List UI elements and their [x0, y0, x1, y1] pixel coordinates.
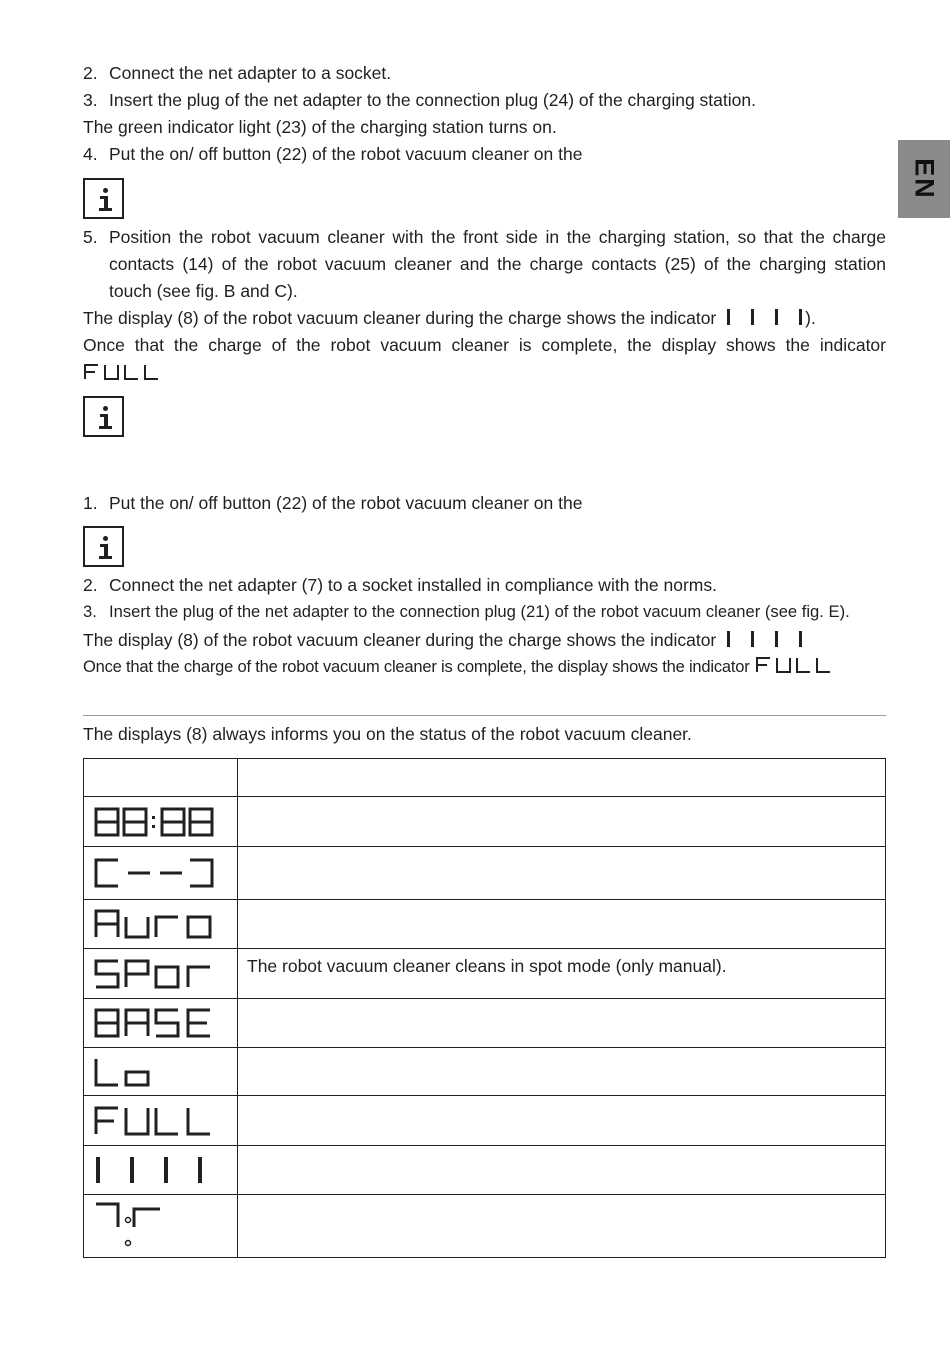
- alt-step-3: 3. Insert the plug of the net adapter to the connection plug (21) of the robot vacuum cleaner (see fig. E).: [83, 602, 850, 621]
- table-row: [84, 847, 886, 900]
- symbol-base: [84, 999, 238, 1048]
- symbol-full: [84, 1096, 238, 1146]
- charge-complete-text: Once that the charge of the robot vacuum cleaner is complete, the display shows the indicator: [83, 335, 886, 355]
- charge-bars-icon: [725, 308, 805, 326]
- table-row: [84, 1195, 886, 1258]
- alt-step-2: 2. Connect the net adapter (7) to a socket installed in compliance with the norms.: [83, 575, 717, 595]
- bracket-dashes-icon: [94, 858, 218, 888]
- step-3: 3. Insert the plug of the net adapter to the connection plug (24) of the charging station.: [83, 90, 756, 110]
- step-2: 2. Connect the net adapter to a socket.: [83, 63, 392, 83]
- alt-charge-indicator-text: The display (8) of the robot vacuum cleaner during the charge shows the indicator: [83, 629, 805, 651]
- alt-charge-complete-text: Once that the charge of the robot vacuum cleaner is complete, the display shows the indicator: [83, 656, 834, 678]
- step-5-line-2: contacts (14) of the robot vacuum cleaner and the charge contacts (25) of the charging station: [109, 254, 886, 274]
- table-header-row: [84, 759, 886, 797]
- symbol-auto: [84, 900, 238, 949]
- full-indicator-icon: [756, 657, 834, 673]
- base-icon: [94, 1008, 218, 1038]
- digits-88-88-icon: [94, 807, 218, 837]
- step-4: 4. Put the on/ off button (22) of the robot vacuum cleaner on the: [83, 144, 583, 164]
- display-symbols-table: [83, 758, 886, 1258]
- table-row: [84, 949, 886, 999]
- full-icon: [94, 1106, 218, 1136]
- section-divider: [83, 715, 886, 716]
- charge-bars-icon: [725, 630, 805, 648]
- lo-icon: [94, 1057, 218, 1087]
- auto-icon: [94, 909, 218, 939]
- table-row: [84, 900, 886, 949]
- language-tab: [898, 140, 950, 218]
- symbol-88-88: [84, 797, 238, 847]
- symbol-bracket-dashes: [84, 847, 238, 900]
- display-intro: The displays (8) always informs you on the status of the robot vacuum cleaner.: [83, 724, 692, 744]
- spot-icon: [94, 959, 218, 989]
- green-light-note: The green indicator light (23) of the charging station turns on.: [83, 117, 557, 137]
- step-5-line-3: touch (see fig. B and C).: [109, 281, 298, 301]
- error-code-icon: [94, 1201, 218, 1251]
- symbol-error-code: [84, 1195, 238, 1258]
- full-indicator-icon: [84, 364, 160, 380]
- table-row: [84, 1146, 886, 1195]
- bars-icon: [94, 1155, 218, 1185]
- symbol-lo: [84, 1048, 238, 1096]
- language-tab-label: EN: [909, 158, 940, 200]
- table-row: [84, 1096, 886, 1146]
- symbol-spot: [84, 949, 238, 999]
- info-icon: [83, 178, 124, 219]
- description-header-cell: [238, 759, 886, 797]
- info-icon: [83, 526, 124, 567]
- info-icon: [83, 396, 124, 437]
- alt-step-1: 1. Put the on/ off button (22) of the robot vacuum cleaner on the: [83, 493, 583, 513]
- table-row: [84, 797, 886, 847]
- spot-description: The robot vacuum cleaner cleans in spot mode (only manual).: [238, 949, 886, 999]
- step-5: 5.: [83, 227, 98, 247]
- table-row: [84, 1048, 886, 1096]
- symbol-bars: [84, 1146, 238, 1195]
- charge-indicator-text: The display (8) of the robot vacuum cleaner during the charge shows the indicator ).: [83, 308, 816, 328]
- step-5-line-1: Position the robot vacuum cleaner with the front side in the charging station, so that the charge: [109, 227, 886, 247]
- symbol-header-cell: [84, 759, 238, 797]
- table-row: [84, 999, 886, 1048]
